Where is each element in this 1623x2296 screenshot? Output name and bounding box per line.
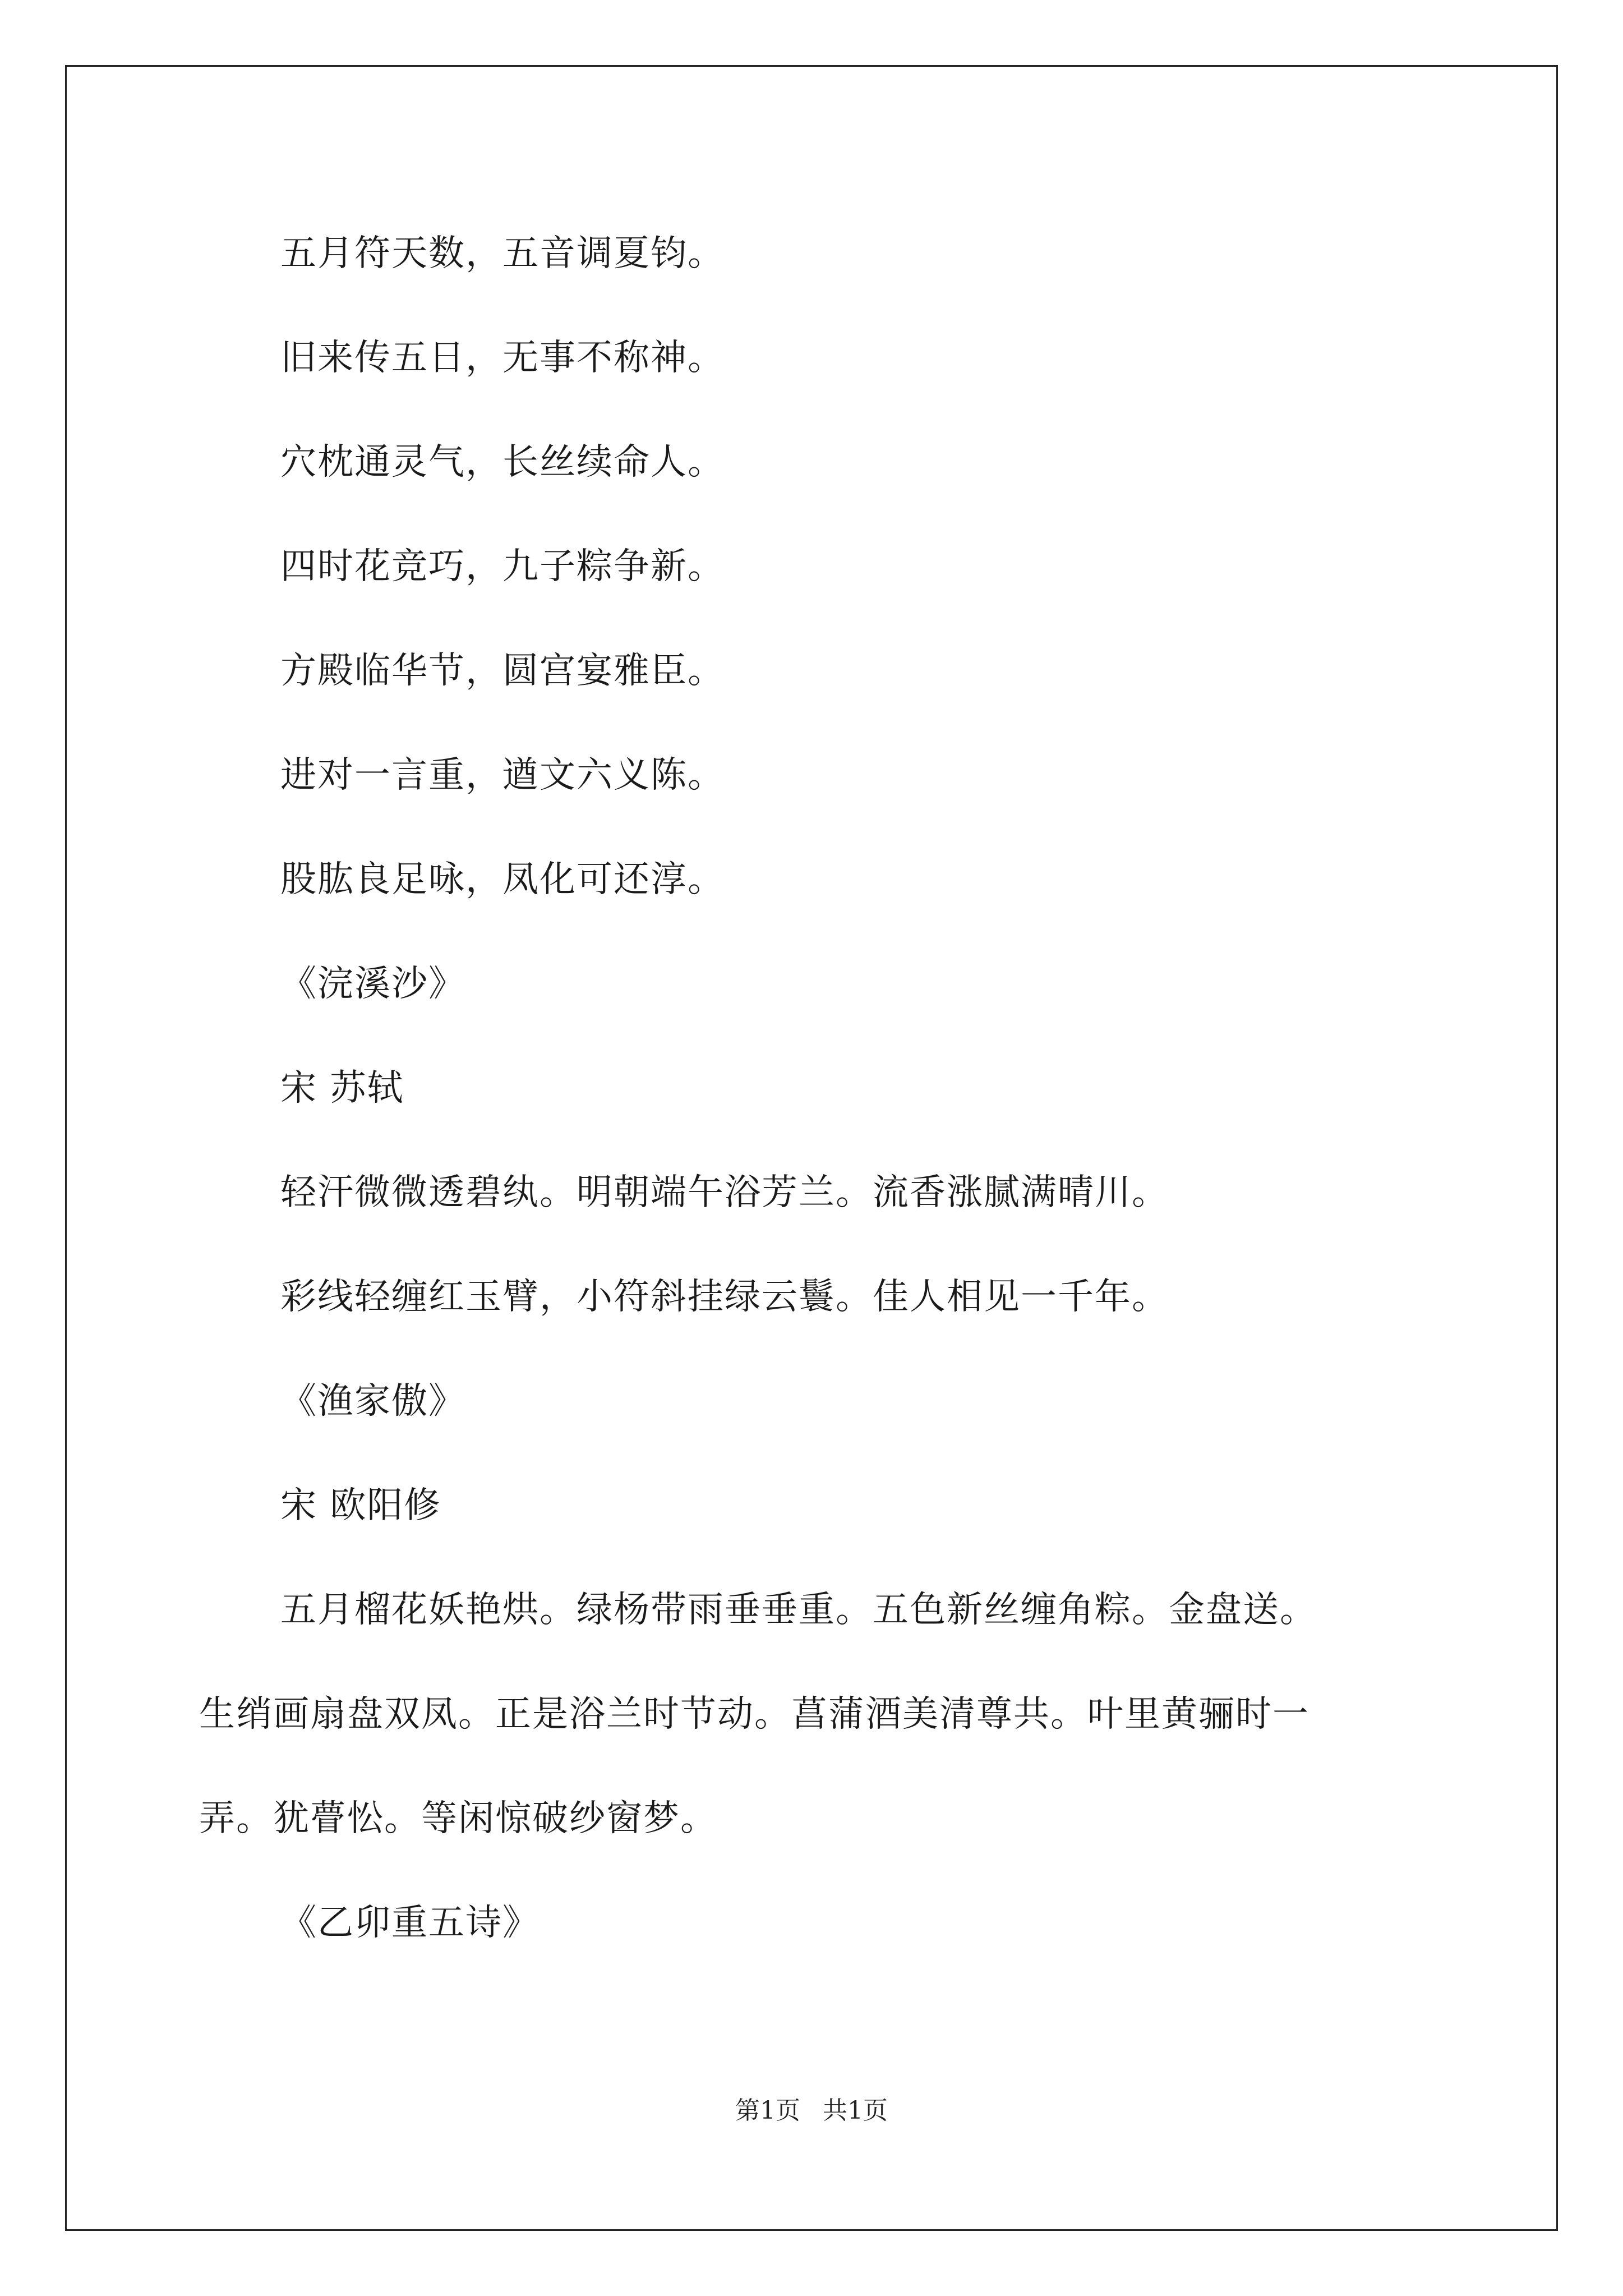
poem-title: 《乙卯重五诗》 [280, 1902, 540, 1944]
poem-line: 轻汗微微透碧纨。明朝端午浴芳兰。流香涨腻满晴川。 [280, 1172, 1169, 1213]
page-footer [0, 2095, 1623, 2127]
page-total: 共1页 [823, 2096, 888, 2125]
poem-line: 弄。犹瞢忪。等闲惊破纱窗梦。 [199, 1798, 717, 1839]
poem-line: 五月符天数，五音调夏钧。 [280, 233, 725, 274]
poem-line: 五月榴花妖艳烘。绿杨带雨垂垂重。五色新丝缠角粽。金盘送。 [280, 1589, 1317, 1631]
poem-line: 穴枕通灵气，长丝续命人。 [280, 441, 725, 483]
poem-line: 旧来传五日，无事不称神。 [280, 337, 725, 379]
poem-title: 《浣溪沙》 [280, 963, 465, 1005]
poem-author: 宋 苏轼 [280, 1068, 404, 1109]
poem-title: 《渔家傲》 [280, 1381, 465, 1422]
page-number: 第1页 [735, 2096, 800, 2125]
poem-line: 四时花竞巧，九子粽争新。 [280, 546, 725, 587]
poem-author: 宋 欧阳修 [280, 1485, 441, 1526]
poem-line: 股肱良足咏，凤化可还淳。 [280, 859, 725, 900]
poem-line: 方殿临华节，圆宫宴雅臣。 [280, 650, 725, 692]
poem-line: 生绡画扇盘双凤。正是浴兰时节动。菖蒲酒美清尊共。叶里黄骊时一 [199, 1694, 1310, 1735]
poem-line: 进对一言重，遒文六义陈。 [280, 754, 725, 796]
poem-line: 彩线轻缠红玉臂，小符斜挂绿云鬟。佳人相见一千年。 [280, 1276, 1169, 1318]
